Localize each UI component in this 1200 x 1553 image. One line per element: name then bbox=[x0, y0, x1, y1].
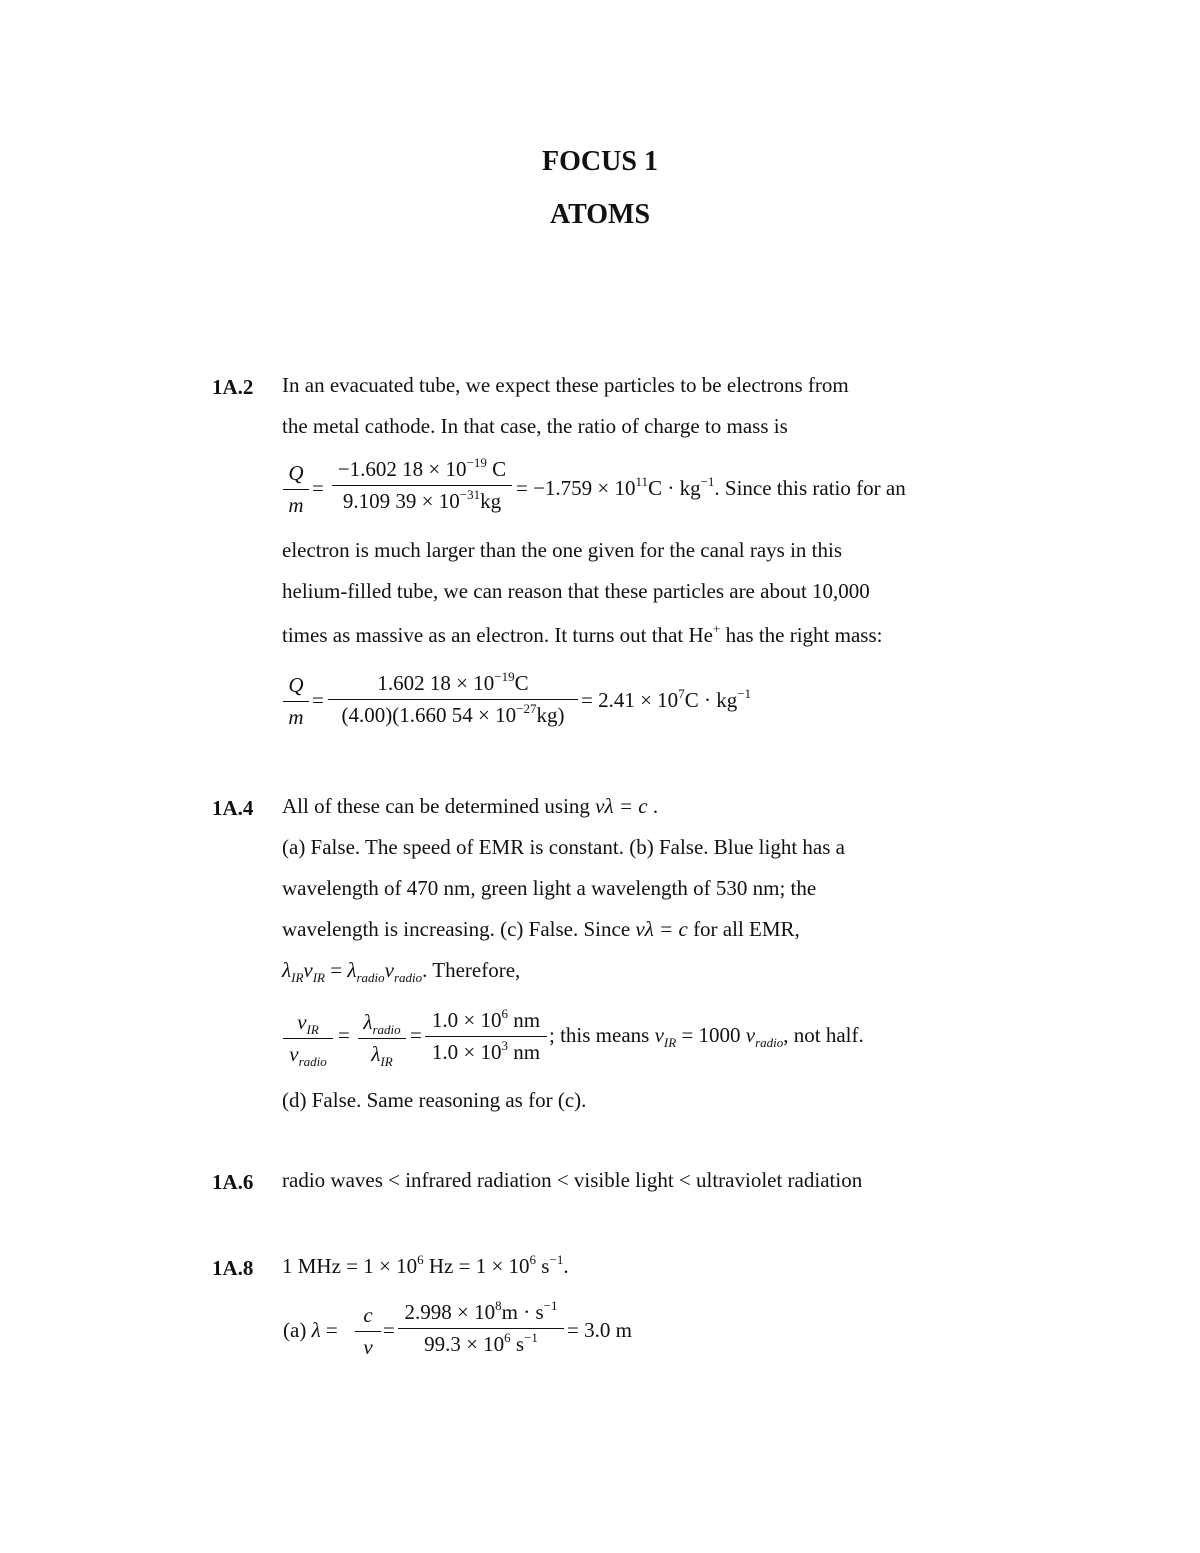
eq3-f1-numerator: $\nu_{IR}$ bbox=[297, 1010, 319, 1037]
eq1-result: = $-1.759 \times 10^{11}C \cdot kg^{-1}$. Since this ratio for an bbox=[516, 474, 906, 500]
eq2-lhs-fraction bbox=[283, 675, 309, 728]
s2-line-4: wavelength is increasing. (c) False. Since νλ = c for all EMR, bbox=[282, 917, 800, 941]
s1-line-5: times as massive as an electron. It turns out that He+ has the right mass: bbox=[282, 621, 883, 647]
problem-number-1a4: 1A.4 bbox=[212, 796, 254, 820]
eq3-equals-1: = bbox=[338, 1023, 350, 1047]
eq3-f1-denominator: $\nu_{radio}$ bbox=[283, 1038, 333, 1065]
eq2-denominator: (4.00)(1.660 $54 \times 10^{-27}kg$) bbox=[328, 699, 578, 726]
eq4-fraction-values bbox=[398, 1298, 564, 1356]
eq1-numerator: −1.602 $18 \times 10^{-19}$ C bbox=[337, 455, 507, 481]
s1-line-3: electron is much larger than the one given for the canal rays in this bbox=[282, 538, 843, 562]
eq1-equals: = bbox=[312, 476, 324, 500]
eq1-lhs-denominator: m bbox=[283, 489, 309, 516]
eq3-tail: ; this means $\nu_{IR} = 1000$ $\nu_{radio}$, not half. bbox=[549, 1023, 864, 1050]
eq1-denominator: 9.109 $39 \times 10^{-31}kg$ bbox=[332, 485, 512, 512]
s4-line-1: 1 MHz = $1 \times 10^6$ $Hz = 1 \times 10^6$ $s^{-1}$. bbox=[282, 1252, 569, 1278]
eq1-lhs-fraction bbox=[283, 463, 309, 516]
problem-number-1a2: 1A.2 bbox=[212, 375, 254, 399]
eq4-lhs: (a) λ = bbox=[283, 1318, 338, 1342]
eq4-f1-numerator: c bbox=[363, 1303, 373, 1327]
eq3-f2-denominator: $\lambda_{IR}$ bbox=[358, 1038, 406, 1065]
eq4-result: = 3.0 m bbox=[567, 1318, 632, 1342]
s1-line-1: In an evacuated tube, we expect these particles to be electrons from bbox=[282, 373, 849, 397]
eq2-lhs-denominator: m bbox=[283, 701, 309, 728]
eq3-equals-2: = bbox=[410, 1023, 422, 1047]
eq2-equals: = bbox=[312, 688, 324, 712]
eq4-f1-denominator: ν bbox=[355, 1331, 381, 1358]
s2-line-1: All of these can be determined using νλ = c . bbox=[282, 794, 659, 818]
eq3-f2-numerator: $\lambda_{radio}$ bbox=[363, 1010, 401, 1037]
topic-title: ATOMS bbox=[549, 199, 651, 230]
s2-line-2: (a) False. The speed of EMR is constant. (b) False. Blue light has a bbox=[282, 835, 846, 859]
eq2-numerator: 1.602 $18 \times 10^{-19}C$ bbox=[377, 669, 529, 695]
eq2-lhs-numerator: Q bbox=[288, 673, 304, 697]
eq3-fraction-nu bbox=[283, 1010, 333, 1069]
eq3-fraction-values bbox=[425, 1006, 547, 1064]
s1-line-4: helium-filled tube, we can reason that these particles are about 10,000 bbox=[282, 579, 870, 603]
eq4-fraction-c-nu bbox=[355, 1305, 381, 1358]
eq4-f2-denominator: $99.3 \times 10^6$ $s^{-1}$ bbox=[398, 1328, 564, 1355]
s2-line-6: (d) False. Same reasoning as for (c). bbox=[282, 1088, 587, 1112]
s2-line-3: wavelength of 470 nm, green light a wavelength of 530 nm; the bbox=[282, 876, 817, 900]
eq3-f3-numerator: $1.0 \times 10^6$ nm bbox=[431, 1006, 541, 1032]
s2-line-5: $\lambda_{IR}\nu_{IR} = \lambda_{radio}\nu_{radio}$. Therefore, bbox=[282, 958, 521, 985]
eq3-fraction-lambda bbox=[358, 1010, 406, 1069]
problem-number-1a8: 1A.8 bbox=[212, 1256, 254, 1280]
eq4-equals: = bbox=[383, 1318, 395, 1342]
eq2-main-fraction bbox=[328, 669, 578, 727]
s3-line-1: radio waves < infrared radiation < visible light < ultraviolet radiation bbox=[282, 1168, 863, 1192]
eq1-main-fraction bbox=[332, 455, 512, 513]
eq3-f3-denominator: $1.0 \times 10^3$ nm bbox=[425, 1036, 547, 1063]
eq2-result: = $2.41 \times 10^7C \cdot kg^{-1}$ bbox=[581, 686, 752, 712]
problem-number-1a6: 1A.6 bbox=[212, 1170, 254, 1194]
focus-title: FOCUS 1 bbox=[542, 146, 658, 177]
s1-line-2: the metal cathode. In that case, the ratio of charge to mass is bbox=[282, 414, 788, 438]
eq1-lhs-numerator: Q bbox=[288, 461, 304, 485]
eq4-f2-numerator: $2.998 \times 10^8m \cdot s^{-1}$ bbox=[404, 1298, 558, 1324]
